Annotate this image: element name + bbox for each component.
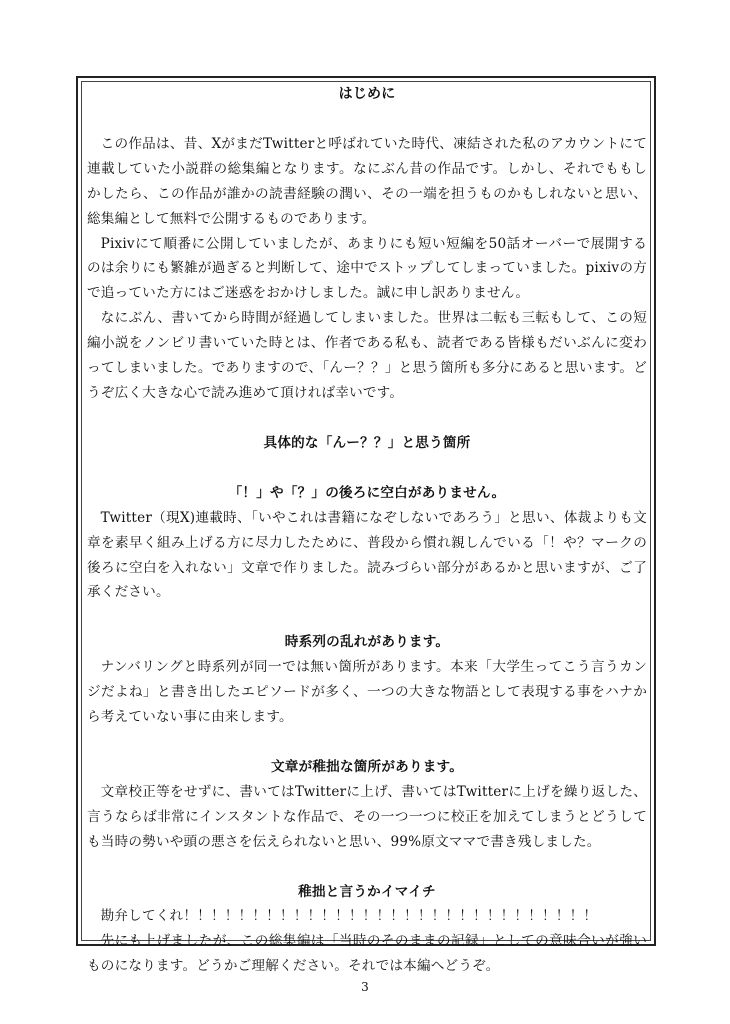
section-paragraph: ナンバリングと時系列が同一では無い箇所があります。本来「大学生ってこう言うカンジだよね」と書き出したエピソードが多く、一つの大きな物語として表現する事をハナから考えていない事に由来します。 [87,659,647,726]
section-paragraph: 勘弁してくれ！！！！！！！！！！！！！！！！！！！！！！！！！！！！！！ [100,908,598,925]
document-body [87,82,647,979]
section-paragraph: Twitter（現X)連載時、「いやこれは書籍になぞしないであろう」と思い、体裁よりも文章を素早く組み上げる方に尽力したために、普段から慣れ親しんでいる「！や？マークの後ろに空白を入れない」文章で作りました。読みづらい部分があるかと思いますが、ご了承ください。 [87,509,647,601]
section-heading-meh: 稚拙と言うかイマイチ [298,883,436,900]
section-heading-spacing: 「！」や「？」の後ろに空白がありません。 [228,484,506,501]
intro-paragraph: Pixivにて順番に公開していましたが、あまりにも短い短編を50話オーバーで展開するのは余りにも繁雑が過ぎると判断して、途中でストップしてしまっていました。pixivの方で追っていた方にはご迷惑をおかけしました。誠に申し訳ありません。 [87,235,647,302]
page-title: はじめに [338,86,396,102]
section-heading-writing: 文章が稚拙な箇所があります。 [270,758,464,775]
section-heading-timeline: 時系列の乱れがあります。 [284,634,450,651]
section-paragraph: 先にも上げましたが、この総集編は「当時のそのままの記録」としての意味合いが強いものになります。どうかご理解ください。それでは本編へどうぞ。 [87,933,647,975]
intro-paragraph: なにぶん、書いてから時間が経過してしまいました。世界は二転も三転もして、この短編小説をノンビリ書いていた時とは、作者である私も、読者である皆様もだいぶんに変わってしまいました。でありますので、「んー？？」と思う箇所も多分にあると思います。どうぞ広く大きな心で読み進めて頂ければ幸いです。 [87,310,647,401]
page-number: 3 [361,980,369,994]
section-main-heading: 具体的な「んー？？」と思う箇所 [263,434,471,451]
intro-paragraph: この作品は、昔、XがまだTwitterと呼ばれていた時代、凍結された私のアカウントにて連載していた小説群の総集編となります。なにぶん昔の作品です。しかし、それでももしかしたら、この作品が誰かの読書経験の潤い、その一端を担うものかもしれないと思い、総集編として無料で公開するものであります。 [87,135,647,227]
section-paragraph: 文章校正等をせずに、書いてはTwitterに上げ、書いてはTwitterに上げを繰り返した、言うならば非常にインスタントな作品で、その一つ一つに校正を加えてしまうとどうしても当時の勢いや頭の悪さを伝えられないと思い、99%原文ママで書き残しました。 [87,783,647,850]
